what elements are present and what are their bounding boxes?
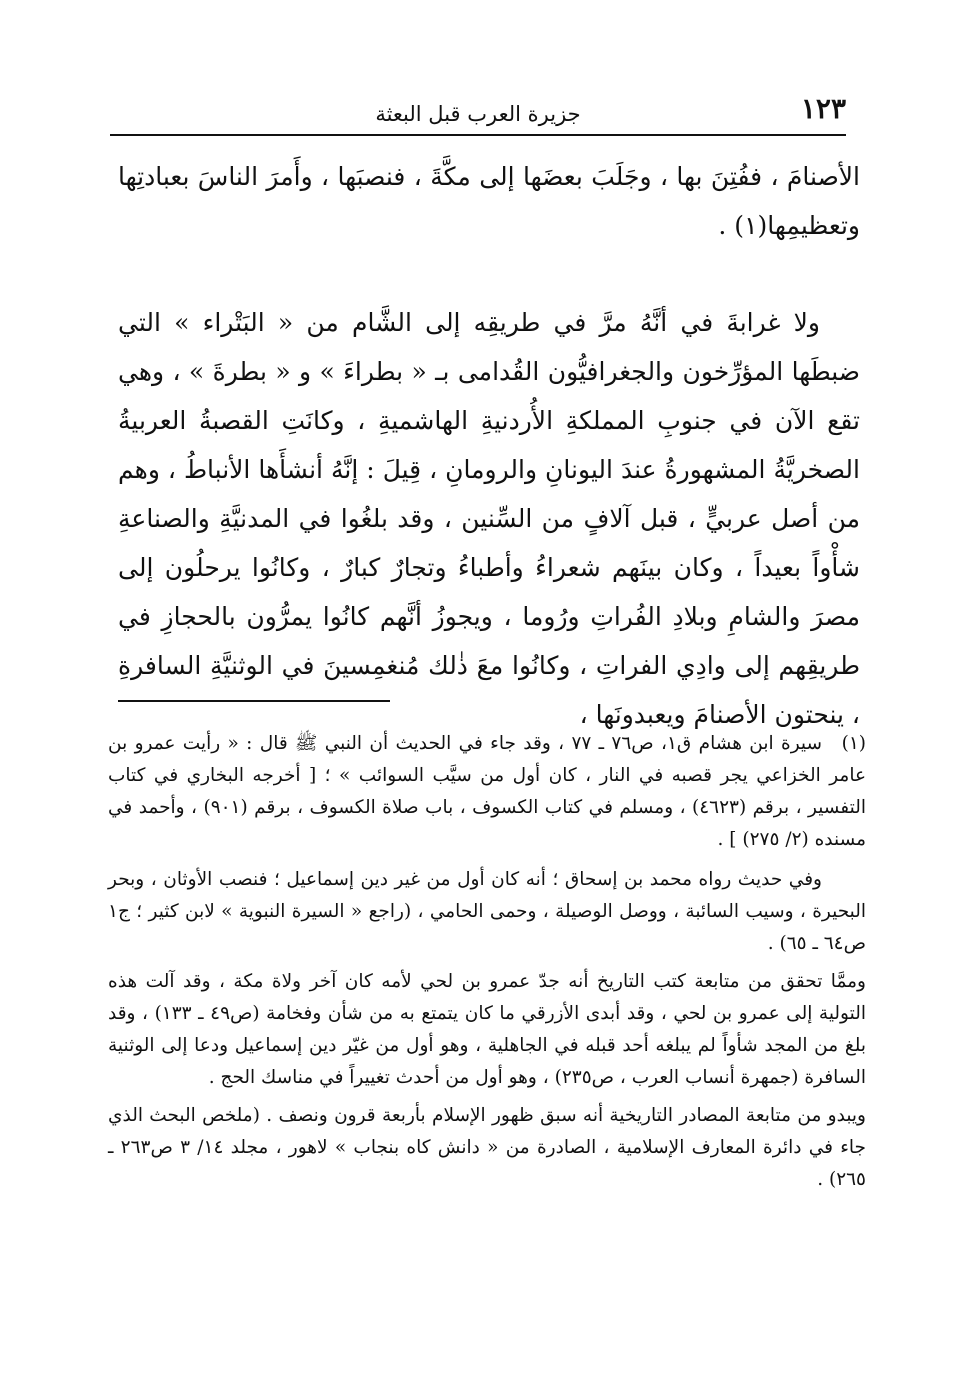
body-paragraph-1: الأصنامَ ، ففُتِنَ بها ، وجَلَبَ بعضَها إلى مكَّةَ ، فنصبَها ، وأَمرَ الناسَ بعبادتِها وتعظيمِها(١) . [118,162,860,240]
footnotes-section [108,728,866,1202]
running-header [110,88,846,136]
body-paragraph-2: ولا غرابةَ في أنَّهُ مرَّ في طريقِه إلى الشَّام من « البَتْراء » التي ضبطَها المؤرِّخون والجغرافيُّون القُدامى بـ « بطراءَ » و « بطرةَ » ، وهي تقع الآن في جنوبِ المملكةِ الأُردنيةِ الهاشميةِ ، وكانَتِ القصبةُ العربيةُ الصخريَّةُ المشهورةُ عندَ اليونانِ والرومانِ ، قِيلَ : إنَّهُ أنشأَها الأنباطُ ، وهم من أصل عربيٍّ ، قبل آلافٍ من السِّنين ، وقد بلغُوا في المدنيَّةِ والصناعةِ شأْواً بعيداً ، وكان بينَهم شعراءُ وأطباءُ وتجارٌ كبارٌ ، وكانُوا يرحلُون إلى مصرَ والشامِ وبلادِ الفُراتِ ورُوما ، ويجوزُ أنَّهم كانُوا يمرُّون بالحجازِ في طريقِهم إلى وادِي الفراتِ ، وكانُوا معَ ذٰلك مُنغمِسينَ في الوثنيَّةِ السافرةِ ، ينحتون الأصنامَ ويعبدونَها ، [118,308,860,729]
footnote-paragraph-4: ويبدو من متابعة المصادر التاريخية أنه سبق ظهور الإسلام بأربعة قرون ونصف . (ملخص البحث الذي جاء في دائرة المعارف الإسلامية ، الصادرة من « دانش كاه بنجاب » لاهور ، مجلد ١٤/ ٣ ص٢٦٣ ـ ٢٦٥) . [108,1105,866,1190]
footnote-separator [118,700,390,702]
footnote-paragraph-3: وممَّا تحقق من متابعة كتب التاريخ أنه جدّ عمرو بن لحي لأمه كان آخر ولاة مكة ، وقد آلت هذه التولية إلى عمرو بن لحي ، وقد أبدى الأزرقي ما كان يتمتع به من شأن وفخامة (ص٤٩ ـ ١٣٣) ، وقد بلغ من المجد شأواً لم يبلغه أحد قبله في الجاهلية ، وهو أول من غيّر دين إسماعيل ودعا إلى الوثنية السافرة (جمهرة أنساب العرب ، ص٢٣٥) ، وهو أول من أحدث تغييراً في مناسك الحج . [108,971,866,1088]
chapter-title: جزيرة العرب قبل البعثة [375,102,581,126]
footnote-1-text: سيرة ابن هشام ق١، ص٧٦ ـ ٧٧ ، وقد جاء في الحديث أن النبي ﷺ قال : « رأيت عمرو بن عامر الخزاعي يجر قصبه في النار ، كان أول من سيَّب السوائب » ؛ [ أخرجه البخاري في كتاب التفسير ، برقم (٤٦٢٣) ، ومسلم في كتاب الكسوف ، باب صلاة الكسوف ، برقم (٩٠١) ، وأحمد في مسنده (٢/ ٢٧٥) ] . [108,733,866,850]
footnote-marker: (١) [841,733,867,754]
footnote-1 [108,728,866,856]
page-number: ١٢٣ [800,92,846,125]
footnote-paragraph-2: وفي حديث رواه محمد بن إسحاق ؛ أنه كان أول من غير دين إسماعيل ؛ فنصب الأوثان ، وبحر البحيرة ، وسيب السائبة ، ووصل الوصيلة ، وحمى الحامي ، (راجع « السيرة النبوية » لابن كثير ؛ ج١ ص٦٤ ـ ٦٥) . [108,869,866,954]
